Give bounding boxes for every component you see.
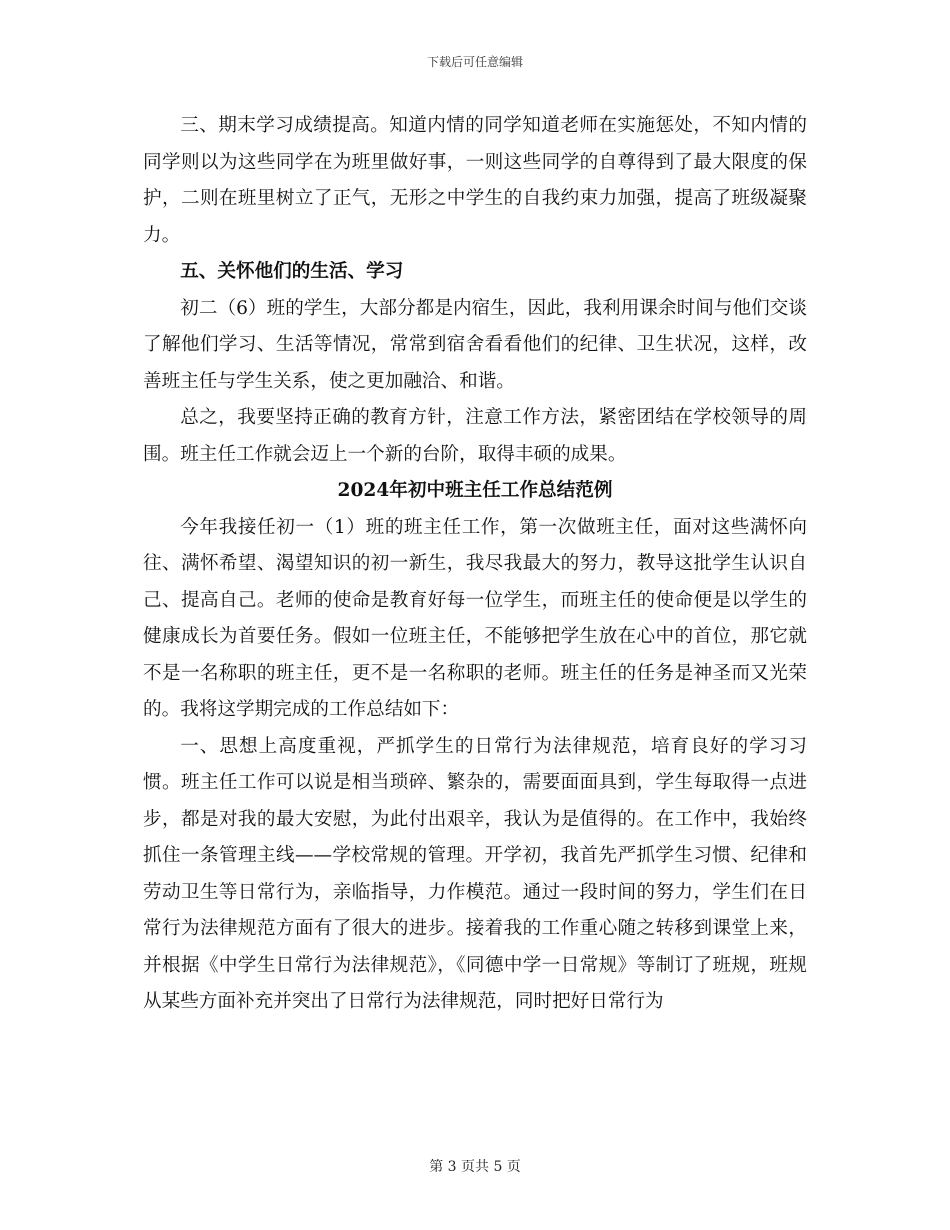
paragraph-section-one: 一、思想上高度重视，严抓学生的日常行为法律规范，培育良好的学习习惯。班主任工作可以说是相当琐碎、繁杂的，需要面面具到，学生每取得一点进步，都是对我的最大安慰，为此付出艰辛，我认为是值得的。在工作中，我始终抓住一条管理主线——学校常规的管理。开学初，我首先严抓学生习惯、纪律和劳动卫生等日常行为，亲临指导，力作模范。通过一段时间的努力，学生们在日常行为法律规范方面有了很大的进步。接着我的工作重心随之转移到课堂上来，并根据《中学生日常行为法律规范》，《同德中学一日常规》等制订了班规，班规从某些方面补充并突出了日常行为法律规范，同时把好日常行为 bbox=[143, 735, 807, 1012]
paragraph-introduction: 今年我接任初一（1）班的班主任工作，第一次做班主任，面对这些满怀向往、满怀希望、渴望知识的初一新生，我尽我最大的努力，教导这批学生认识自己、提高自己。老师的使命是教育好每一位学生，而班主任的使命便是以学生的健康成长为首要任务。假如一位班主任，不能够把学生放在心中的首位，那它就不是一名称职的班主任，更不是一名称职的老师。班主任的任务是神圣而又光荣的。我将这学期完成的工作总结如下： bbox=[143, 516, 807, 720]
page-header: 下载后可任意编辑 bbox=[426, 55, 523, 69]
paragraph-conclusion: 总之，我要坚持正确的教育方针，注意工作方法，紧密团结在学校领导的周围。班主任工作就会迈上一个新的台阶，取得丰硕的成果。 bbox=[143, 407, 807, 465]
page-footer: 第 3 页共 5 页 bbox=[429, 1159, 521, 1175]
paragraph-care-for-students: 初二（6）班的学生，大部分都是内宿生，因此，我利用课余时间与他们交谈了解他们学习、生活等情况，常常到宿舍看看他们的纪律、卫生状况，这样，改善班主任与学生关系，使之更加融洽、和谐。 bbox=[143, 297, 807, 392]
article-title: 2024年初中班主任工作总结范例 bbox=[337, 480, 613, 501]
document-body bbox=[143, 108, 807, 1021]
section-heading-five: 五、关怀他们的生活、学习 bbox=[180, 261, 404, 282]
paragraph-grade-improvement: 三、期末学习成绩提高。知道内情的同学知道老师在实施惩处，不知内情的同学则以为这些同学在为班里做好事，一则这些同学的自尊得到了最大限度的保护，二则在班里树立了正气，无形之中学生的自我约束力加强，提高了班级凝聚力。 bbox=[143, 115, 807, 246]
